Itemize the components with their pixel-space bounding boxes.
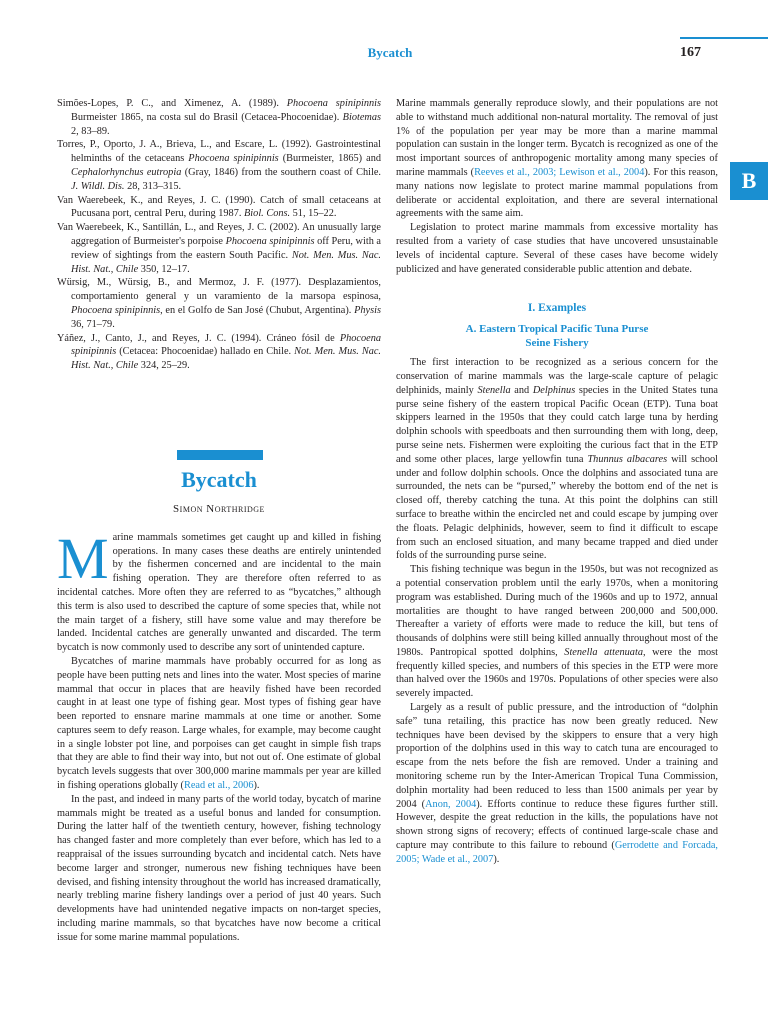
citation-link[interactable]: Anon, 2004 <box>425 798 477 810</box>
citation-link[interactable]: Read et al., 2006 <box>183 780 254 792</box>
citation-link[interactable]: Gerrodette and Forcada, 2005; Wade et al., 2007 <box>396 840 718 865</box>
reference-item: Van Waerebeek, K., Santillán, L., and Reyes, J. C. (2002). An unusually large aggregation of Burmeister's porpoise Phocoena spinipinnis off Peru, with a review of sightings from the eastern South Pacific. Not. Men. Mus. Nac. Hist. Nat., Chile 350, 12–17. <box>57 222 381 275</box>
reference-item: Yáñez, J., Canto, J., and Reyes, J. C. (1994). Cráneo fósil de Phocoena spinipinnis (Cetacea: Phocoenidae) hallado en Chile. Not. Men. Mus. Nac. Hist. Nat., Chile 324, 25–29. <box>57 332 382 372</box>
drop-cap: M <box>57 525 109 591</box>
body-paragraph: Marine mammals sometimes get caught up and killed in fishing operations. In many cases these deaths are entirely unintended by the fishermen concerned and are incidental to the main fishing operation. They are therefore often referred to as incidental catches. More often they are referred to as “bycatches,” although this term is also used to described the capture of some species that, while not the main target of a fishery, still have some value and may therefore be landed. Incidental catches are generally unwanted and discarded. The term bycatch is now commonly used to describe any sort of unintended capture. <box>57 525 381 654</box>
subsection-heading: A. Eastern Tropical Pacific Tuna Purse Seine Fishery <box>465 323 649 350</box>
running-title: Bycatch <box>367 45 413 60</box>
body-paragraph: In the past, and indeed in many parts of the world today, bycatch of marine mammals might be treated as a useful bonus and landed for consumption. During the latter half of the twentieth century, however, fishing technology has changed faster and more completely than ever before, which has led to a reappraisal of the issues surrounding bycatch and incidental catch. Nets have become larger and stronger, numerous new fishing techniques have been devised, and fishing intensity throughout the world has increased dramatically, nearly trebling marine fishery landings over a period of just 40 years. Such developments have had unintended negative impacts on non-target species, including marine mammals, so that bycatches have now become a critical issue for some marine mammal populations. <box>57 793 381 943</box>
article-title: Bycatch <box>181 466 257 492</box>
body-paragraph: This fishing technique was begun in the 1950s, but was not recognized as a potential conservation problem until the early 1970s, when a monitoring program was established. During much of the 1960s and up to 1972, annual mortalities are thought to have ranged between 200,000 and 500,000. Thereafter a variety of efforts were made to reduce the kill, but tens of thousands of dolphins were still being killed annually throughout most of the 1980s. Pantropical spotted dolphins, Stenella attenuata, were the most frequently killed species, and numbers of this species in the ETP were more than halved over the 1960s and 1970s. Populations of other species were also severely impacted. <box>396 564 718 700</box>
article-author: Simon Northridge <box>173 502 265 515</box>
section-tab-b: B <box>730 162 768 200</box>
reference-item: Würsig, M., Würsig, B., and Mermoz, J. F. (1977). Desplazamientos, comportamiento general y un varamiento de la marsopa espinosa, Phocoena spinipinnis, en el Golfo de San José (Chubut, Argentina). Physis 36, 71–79. <box>57 277 381 330</box>
body-paragraph: Largely as a result of public pressure, and the introduction of “dolphin safe” tuna retailing, this practice has now been greatly reduced. New techniques have been devised by the skippers to ensure that a very high proportion of the dolphins used in this way to catch tuna are encouraged to escape from the nets before the fish are removed. Under a training and monitoring scheme run by the Inter-American Tropical Tuna Commission, dolphin mortality had been reduced to less than 1500 animals per year by 2004 (Anon, 2004). Efforts continue to reduce these figures further still. However, despite the great reduction in the kills, the populations have not shown strong signs of recovery; effects of continued large-scale chase and capture may contribute to this failure to rebound (Gerrodette and Forcada, 2005; Wade et al., 2007). <box>396 702 718 865</box>
citation-link[interactable]: Reeves et al., 2003; Lewison et al., 2004 <box>474 166 645 178</box>
left-column <box>57 97 381 945</box>
body-paragraph: Legislation to protect marine mammals from excessive mortality has resulted from a variety of case studies that have uncovered unsustainable levels of incidental capture. Several of these cases have become widely publicized and have generated considerable public attention and debate. <box>396 222 718 275</box>
article-title-rule <box>177 450 263 460</box>
reference-item: Van Waerebeek, K., and Reyes, J. C. (1990). Catch of small cetaceans at Pucusana port, central Peru, during 1987. Biol. Cons. 51, 15–22. <box>57 194 381 220</box>
section-heading: I. Examples <box>527 302 587 315</box>
body-paragraph: Bycatches of marine mammals have probably occurred for as long as people have been putting nets and lines into the water. Most species of marine mammal that occur in places that are heavily fished have been recorded caught in at least one type of fishing gear. Most types of fishing gear have been reported to ensnare marine mammals at one time or another. Some captures seem to defy reason. Large whales, for example, may become caught in a single lobster pot line, and porpoises can get caught in simple fish traps that they are able to find their way into, but not out of. One estimate of global bycatch levels suggests that over 300,000 marine mammals per year are killed in fishing operations globally (Read et al., 2006). <box>57 655 381 792</box>
reference-item: Torres, P., Oporto, J. A., Brieva, L., and Escare, L. (1992). Gastrointestinal helminths of the cetaceans Phocoena spinipinnis (Burmeister, 1865) and Cephalorhynchus eutropia (Gray, 1846) from the southern coast of Chile. J. Wildl. Dis. 28, 313–315. <box>57 139 381 192</box>
reference-list <box>57 97 381 373</box>
body-paragraph: The first interaction to be recognized as a serious concern for the conservation of marine mammals was the large-scale capture of pelagic delphinids, mainly Stenella and Delphinus species in the United States tuna purse seine fishery of the eastern tropical Pacific Ocean (ETP). Tuna boat skippers learned in the 1950s that they could catch large tuna by herding dolphin schools with speedboats and then surrounding them with long, deep, purse seine nets. Fishermen were exploiting the curious fact that in the ETP and some other places, large yellowfin tuna Thunnus albacares will school under and follow dolphin schools. Once the dolphins and associated tuna are surrounded, the nets can be “pursed,” whereby the bottom end of the net is closed off, thereby catching the tuna. At this point the dolphins can still surface to breathe within the encircled net and could escape by jumping over the floats. Pelagic delphinids, however, seem to find it difficult to escape from such an enclosed situation, and many became trapped and died under folds of the surrounding purse seine. <box>396 357 719 562</box>
page-number: 167 <box>680 45 701 60</box>
reference-item: Simões-Lopes, P. C., and Ximenez, A. (1989). Phocoena spinipinnis Burmeister 1865, na costa sul do Brasil (Cetacea-Phocoenidae). Biotemas 2, 83–89. <box>57 98 381 137</box>
body-paragraph: Marine mammals generally reproduce slowly, and their populations are not able to withstand much additional non-natural mortality. The removal of just 1% of the population per year may be more than a marine mammal population can sustain in the longer term. Bycatch is recognized as one of the most important sources of anthropogenic mortality among many species of marine mammals (Reeves et al., 2003; Lewison et al., 2004). For this reason, many nations now legislate to protect marine mammal populations from deliberate or accidental exploitation, and there are several international agreements with the same aim. <box>396 98 718 220</box>
right-column <box>396 97 718 867</box>
header-rule <box>680 37 768 39</box>
